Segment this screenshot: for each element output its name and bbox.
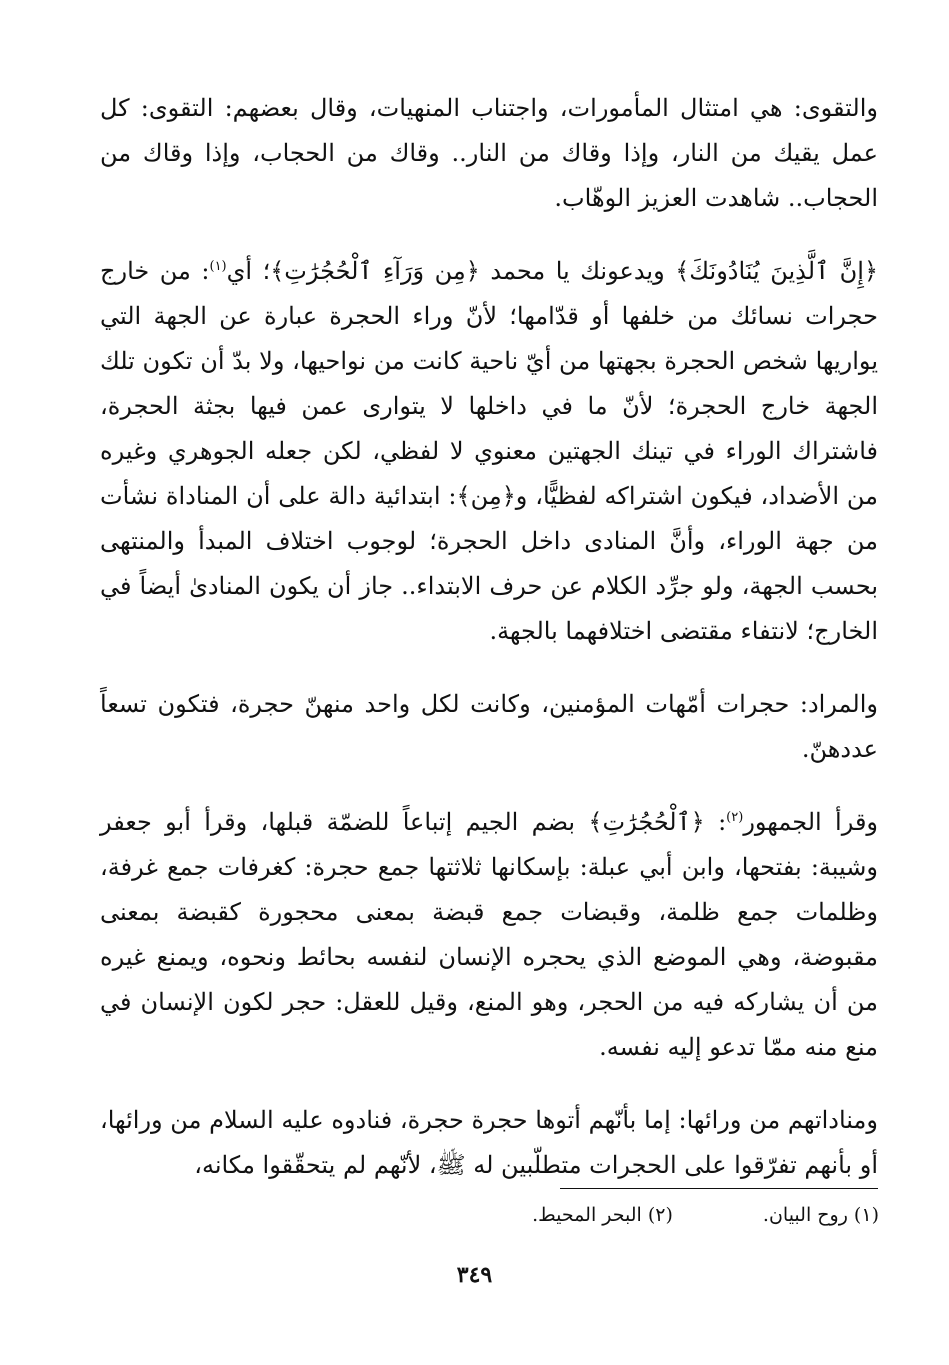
footnote-marker[interactable]: (٢) xyxy=(726,810,744,825)
footnote-1: (١) روح البيان. xyxy=(762,1204,879,1226)
paragraph-readings xyxy=(100,800,878,1070)
paragraph-calling: ومناداتهم من ورائها: إما بأنّهم أتوها حجرة حجرة، فنادوه عليه السلام من ورائها، أو بأنهم تفرّقوا على الحجرات متطلّبين له ﷺ، لأنّهم لم يتحقّقوا مكانه، xyxy=(100,1106,878,1179)
footnotes xyxy=(532,1200,879,1230)
quran-quote: ﴿ٱلْحُجُرَٰتِ﴾ xyxy=(588,808,705,836)
text-segment: : من خارج حجرات نسائك من خلفها أو قدّامها؛ لأنّ وراء الحجرة عبارة عن الجهة التي يواريها شخص الحجرة بجهتها من أيّ ناحية كانت من نواحيها، ولا بدّ أن تكون تلك الجهة خارج الحجرة؛ لأنّ ما في داخلها لا يتوارى عمن فيها بجثة الحجرة، فاشتراك الوراء في تينك الجهتين معنوي لا لفظي، لكن جعله الجوهري وغيره من الأضداد، فيكون اشتراكه لفظيًّا، و xyxy=(100,257,879,510)
text-segment: : xyxy=(704,808,727,836)
footnote-divider xyxy=(560,1188,878,1189)
quran-quote: ﴿مِن وَرَآءِ ٱلْحُجُرَٰتِ﴾ xyxy=(270,257,480,285)
text-segment: بضم الجيم إتباعاً للضمّة قبلها، وقرأ أبو جعفر وشيبة: بفتحها، وابن أبي عبلة: بإسكانها ثلاثتها جمع حجرة: كغرفات جمع غرفة، وظلمات جمع ظلمة، وقبضات جمع قبضة بمعنى محجورة كقبضة بمعنى مقبوضة، وهي الموضع الذي يحجره الإنسان لنفسه بحائط ونحوه، ويمنع غيره من أن يشاركه فيه من الحجر، وهو المنع، وقيل للعقل: حجر لكون الإنسان في منع منه ممّا تدعو إليه نفسه. xyxy=(100,808,878,1061)
text-segment: : ابتدائية دالة على أن المناداة نشأت من جهة الوراء، وأنَّ المنادى داخل الحجرة؛ لوجوب اختلاف المبدأ والمنتهى بحسب الجهة، ولو جرِّد الكلام عن حرف الابتداء.. جاز أن يكون المنادىٰ أيضاً في الخارج؛ لانتفاء مقتضى اختلافهما بالجهة. xyxy=(100,482,879,645)
page-number: ٣٤٩ xyxy=(456,1262,493,1288)
text-segment: ؛ أي xyxy=(226,257,271,285)
text-segment: وقرأ الجمهور xyxy=(743,808,879,836)
quran-quote: ﴿إِنَّ ٱلَّذِينَ يُنَادُونَكَ﴾ xyxy=(675,257,879,285)
footnote-marker[interactable]: (١) xyxy=(209,259,227,274)
text-segment: ويدعونك يا محمد xyxy=(479,257,676,285)
footnote-2: (٢) البحر المحيط. xyxy=(532,1204,673,1226)
quran-quote: ﴿مِن﴾ xyxy=(456,482,516,510)
paragraph-taqwa: والتقوى: هي امتثال المأمورات، واجتناب المنهيات، وقال بعضهم: التقوى: كل عمل يقيك من النار، وإذا وقاك من النار.. وقاك من الحجاب، وإذا وقاك من الحجاب.. شاهدت العزيز الوهّاب. xyxy=(100,94,878,212)
paragraph-meaning: والمراد: حجرات أمّهات المؤمنين، وكانت لكل واحد منهنّ حجرة، فتكون تسعاً عددهنّ. xyxy=(100,690,878,763)
paragraph-verse-explanation xyxy=(100,249,878,654)
main-text xyxy=(100,86,878,1216)
